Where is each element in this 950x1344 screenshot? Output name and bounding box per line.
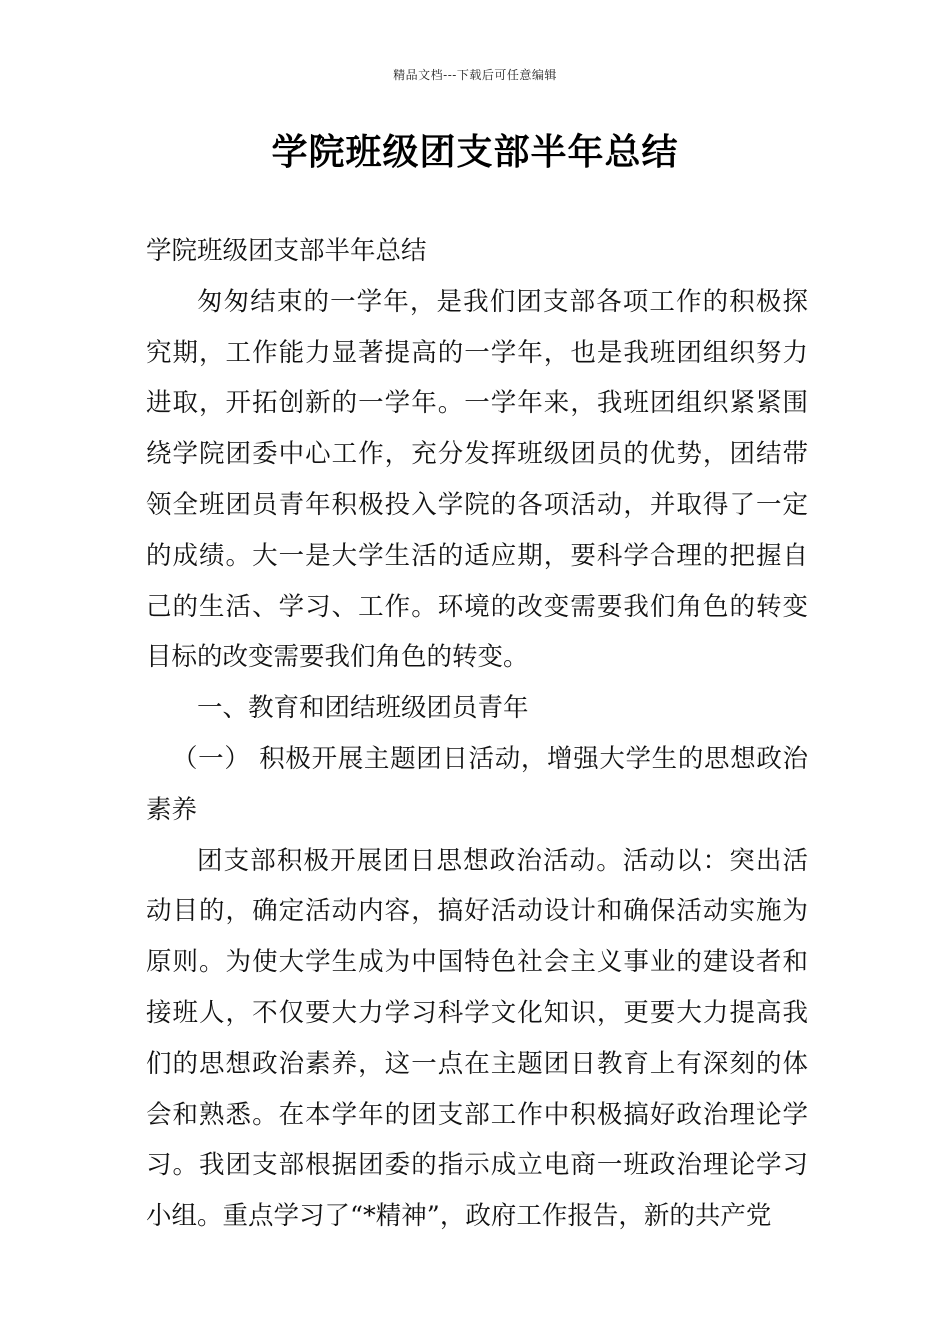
intro-paragraph: 匆匆结束的一学年，是我们团支部各项工作的积极探究期，工作能力显著提高的一学年，也是我班团组织努力进取，开拓创新的一学年。一学年来，我班团组织紧紧围绕学院团委中心工作，充分发挥班级团员的优势，团结带领全班团员青年积极投入学院的各项活动，并取得了一定的成绩。大一是大学生活的适应期，要科学合理的把握自己的生活、学习、工作。环境的改变需要我们角色的转变目标的改变需要我们角色的转变。: [146, 286, 808, 673]
subsection-heading: （一） 积极开展主题团日活动，增强大学生的思想政治素养: [146, 743, 808, 825]
document-title: 学院班级团支部半年总结: [271, 131, 679, 173]
document-body: [146, 226, 808, 1242]
subtitle-paragraph: 学院班级团支部半年总结: [146, 236, 427, 266]
section-heading: 一、教育和团结班级团员青年: [197, 693, 529, 724]
body-paragraph: 团支部积极开展团日思想政治活动。活动以：突出活动目的，确定活动内容，搞好活动设计和确保活动实施为原则。为使大学生成为中国特色社会主义事业的建设者和接班人，不仅要大力学习科学文化知识，更要大力提高我们的思想政治素养，这一点在主题团日教育上有深刻的体会和熟悉。在本学年的团支部工作中积极搞好政治理论学习。我团支部根据团委的指示成立电商一班政治理论学习小组。重点学习了“*精神”，政府工作报告，新的共产党: [146, 845, 808, 1232]
header-note: 精品文档---下载后可任意编辑: [393, 68, 557, 82]
